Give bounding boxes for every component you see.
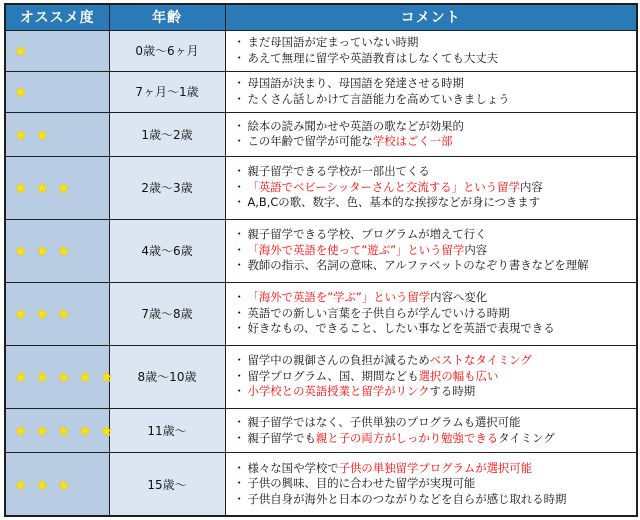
comment-line: [234, 243, 633, 259]
rating-cell: [5, 113, 109, 157]
star-icon: ★: [56, 368, 71, 387]
comment-text: 内容へ変化: [430, 290, 488, 305]
comment-text: 留学プログラム、国、期間なども: [247, 368, 419, 383]
recommendation-table-wrapper: [4, 3, 636, 517]
comment-cell: [225, 71, 637, 112]
star-icon: ★: [56, 242, 71, 261]
rating-cell: [5, 453, 109, 516]
table-row: [5, 453, 637, 516]
bullet-marker: ・: [233, 164, 245, 179]
rating-cell: [5, 282, 109, 345]
table-body: [5, 30, 637, 516]
bullet-marker: ・: [233, 476, 245, 491]
star-icon: ★: [56, 179, 71, 198]
comment-text: 母国語が決まり、母国語を発達させる時期: [247, 76, 464, 91]
star-icon: ★: [99, 368, 114, 387]
rating-cell: [5, 408, 114, 453]
comment-line: [234, 321, 633, 337]
star-icon: ★: [14, 83, 28, 102]
star-icon: ★: [78, 368, 92, 387]
age-cell: 1歳～2歳: [109, 113, 225, 157]
comment-text: まだ母国語が定まっていない時期: [247, 35, 419, 50]
age-cell: 7歳～8歳: [109, 282, 225, 345]
comment-line: [234, 164, 633, 180]
comment-line: [234, 492, 633, 508]
comment-text: タイミング: [498, 430, 555, 445]
comment-line: [234, 431, 633, 447]
comment-line: [234, 51, 633, 67]
highlighted-text: 「海外で英語を”学ぶ”」という留学: [247, 290, 431, 305]
table-row: [5, 345, 637, 408]
bullet-marker: ・: [233, 415, 245, 430]
comment-line: [234, 180, 633, 196]
star-icon: ★: [99, 422, 114, 441]
comment-line: [234, 227, 633, 243]
star-icon: ★: [14, 475, 28, 494]
bullet-marker: ・: [233, 384, 245, 399]
highlighted-text: 「海外で英語を使って”遊ぶ”」という留学: [247, 242, 465, 257]
table-row: [5, 282, 637, 345]
bullet-marker: ・: [233, 227, 245, 242]
comment-line: [234, 369, 633, 385]
bullet-marker: ・: [233, 491, 245, 506]
comment-line: [234, 353, 633, 369]
bullet-marker: ・: [233, 134, 245, 149]
age-cell: 15歳～: [109, 453, 225, 516]
bullet-marker: ・: [233, 76, 245, 91]
bullet-marker: ・: [233, 179, 245, 194]
comment-line: [234, 290, 633, 306]
comment-text: 親子留学でも: [247, 430, 316, 445]
bullet-marker: ・: [233, 430, 245, 445]
highlighted-text: 「英語でベビーシッターさんと交流する」という留学: [247, 179, 520, 194]
comment-line: [234, 134, 633, 150]
comment-text: 内容: [519, 179, 543, 194]
rating-cell: [5, 219, 109, 282]
highlighted-text: ベストなタイミング: [429, 353, 532, 368]
star-icon: ★: [35, 368, 49, 387]
table-row: [5, 30, 637, 71]
comment-text: たくさん話しかけて言語能力を高めていきましょう: [247, 91, 510, 106]
age-cell: 2歳～3歳: [109, 156, 225, 219]
comment-text: 内容: [464, 242, 488, 257]
bullet-marker: ・: [233, 460, 245, 475]
comment-text: 様々な国や学校で: [247, 460, 339, 475]
comment-line: [234, 384, 633, 400]
bullet-marker: ・: [233, 258, 245, 273]
comment-text: 教師の指示、名詞の意味、アルファベットのなぞり書きなどを理解: [247, 258, 589, 273]
bullet-marker: ・: [233, 35, 245, 50]
star-icon: ★: [56, 305, 71, 324]
star-icon: ★: [35, 475, 49, 494]
bullet-marker: ・: [233, 321, 245, 336]
comment-line: [234, 415, 633, 431]
comment-text: 好きなもの、できること、したい事などを英語で表現できる: [247, 321, 555, 336]
highlighted-text: 親と子の両方がしっかり勉強できる: [315, 430, 499, 445]
age-cell: 0歳～6ヶ月: [109, 30, 225, 71]
bullet-marker: ・: [233, 50, 245, 65]
star-icon: ★: [14, 125, 28, 144]
comment-cell: [225, 30, 637, 71]
comment-line: [234, 35, 633, 51]
header-comment: コメント: [225, 4, 637, 30]
star-icon: ★: [56, 475, 71, 494]
comment-cell: [225, 219, 637, 282]
comment-text: 子供自身が海外と日本のつながりなどを自らが感じ取れる時期: [247, 491, 567, 506]
bullet-marker: ・: [233, 353, 245, 368]
star-icon: ★: [35, 242, 49, 261]
comment-line: [234, 76, 633, 92]
comment-line: [234, 119, 633, 135]
comment-cell: [225, 408, 637, 453]
comment-text: あえて無理に留学や英語教育はしなくても大丈夫: [247, 50, 499, 65]
comment-line: [234, 306, 633, 322]
comment-line: [234, 92, 633, 108]
header-row: [5, 4, 637, 30]
table-row: [5, 219, 637, 282]
bullet-marker: ・: [233, 242, 245, 257]
comment-text: 子供の興味、目的に合わせた留学が実現可能: [247, 476, 476, 491]
age-cell: 4歳～6歳: [109, 219, 225, 282]
star-icon: ★: [35, 422, 49, 441]
header-rating: オススメ度: [5, 4, 109, 30]
bullet-marker: ・: [233, 305, 245, 320]
highlighted-text: 選択の幅も広い: [418, 368, 499, 383]
rating-cell: [5, 156, 109, 219]
highlighted-text: 子供の単独留学プログラムが選択可能: [338, 460, 533, 475]
age-cell: 7ヶ月～1歳: [109, 71, 225, 112]
star-icon: ★: [56, 422, 71, 441]
star-icon: ★: [14, 305, 28, 324]
bullet-marker: ・: [233, 91, 245, 106]
highlighted-text: 小学校との英語授業と留学がリンク: [247, 384, 430, 399]
comment-line: [234, 461, 633, 477]
comment-cell: [225, 282, 637, 345]
age-cell: 8歳～10歳: [109, 345, 225, 408]
recommendation-table: [4, 3, 638, 517]
bullet-marker: ・: [233, 368, 245, 383]
comment-cell: [225, 345, 637, 408]
table-row: [5, 156, 637, 219]
star-icon: ★: [14, 242, 28, 261]
comment-line: [234, 476, 633, 492]
age-cell: 11歳～: [109, 408, 225, 453]
comment-text: 親子留学できる学校、プログラムが増えて行く: [247, 227, 487, 242]
comment-text: A,B,Cの歌、数字、色、基本的な挨拶などが身につきます: [247, 195, 541, 210]
star-icon: ★: [14, 368, 28, 387]
table-row: [5, 408, 637, 453]
bullet-marker: ・: [233, 195, 245, 210]
comment-line: [234, 258, 633, 274]
comment-text: 英語での新しい言葉を子供自らが学んでいける時期: [247, 305, 510, 320]
table-row: [5, 113, 637, 157]
rating-cell: [5, 71, 109, 112]
header-age: 年齢: [109, 4, 225, 30]
star-icon: ★: [14, 179, 28, 198]
star-icon: ★: [14, 422, 28, 441]
rating-cell: [5, 345, 114, 408]
comment-cell: [225, 156, 637, 219]
comment-text: 留学中の親御さんの負担が減るため: [247, 353, 430, 368]
star-icon: ★: [78, 422, 92, 441]
star-icon: ★: [35, 125, 49, 144]
star-icon: ★: [35, 305, 49, 324]
comment-text: 絵本の読み聞かせや英語の歌などが効果的: [247, 118, 464, 133]
star-icon: ★: [35, 179, 49, 198]
comment-text: する時期: [429, 384, 476, 399]
comment-line: [234, 195, 633, 211]
star-icon: ★: [14, 42, 28, 61]
comment-cell: [225, 453, 637, 516]
comment-text: 親子留学できる学校が一部出てくる: [247, 164, 430, 179]
rating-cell: [5, 30, 109, 71]
bullet-marker: ・: [233, 290, 245, 305]
highlighted-text: 学校はごく一部: [372, 134, 453, 149]
comment-text: 親子留学ではなく、子供単独のプログラムも選択可能: [247, 415, 521, 430]
table-row: [5, 71, 637, 112]
bullet-marker: ・: [233, 118, 245, 133]
comment-cell: [225, 113, 637, 157]
comment-text: この年齢で留学が可能な: [247, 134, 373, 149]
